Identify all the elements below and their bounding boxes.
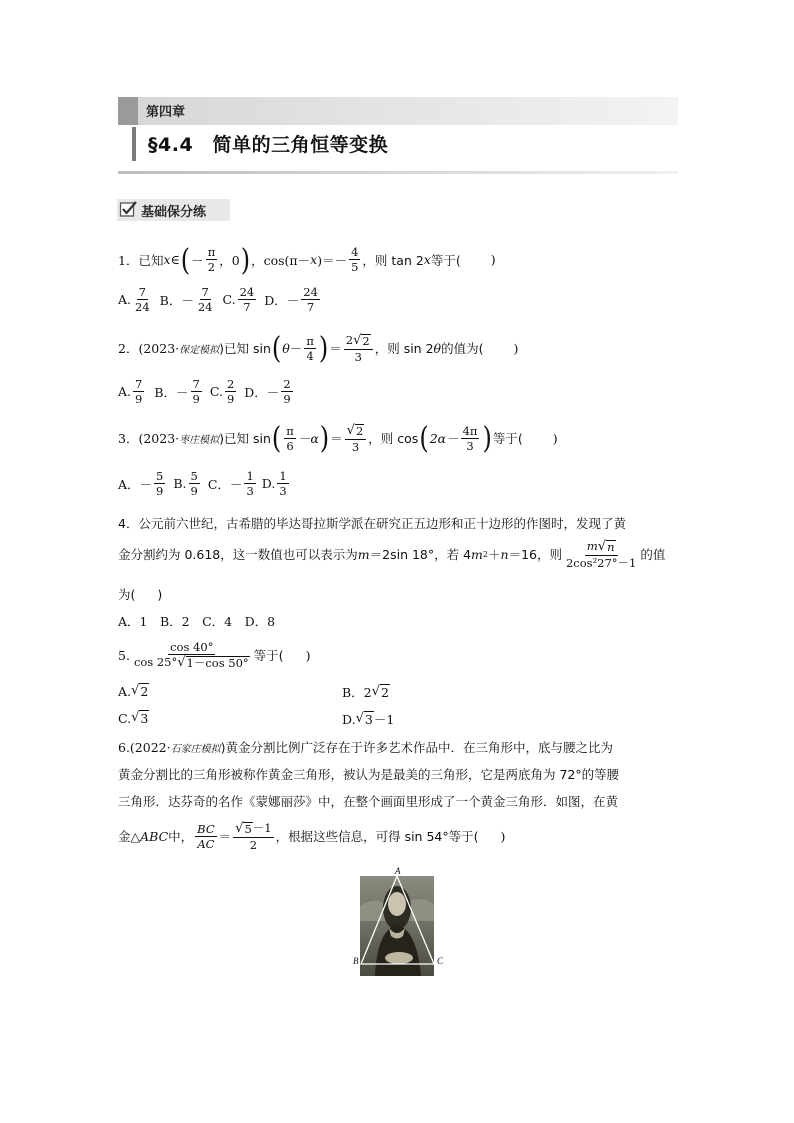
option-a: A．－ $\frac{5}{9}$: [118, 469, 164, 499]
question-1: 1． 已知 x ∈ ( － $\frac{\pi}{2}$ ，0 ) ，cos(π－ x )＝－ $\frac{4}{5}$ ，则 tan 2 x 等于( ): [118, 242, 496, 278]
mona-lisa-golden-triangle-figure: [355, 866, 450, 978]
option-b: B. $\frac{5}{9}$: [173, 469, 198, 499]
sqrt: √ 2: [346, 423, 364, 438]
question-3-options: [118, 470, 291, 497]
sqrt: √ 5: [235, 821, 252, 836]
chapter-accent-bar: [118, 97, 138, 125]
vertex-label-c: C: [437, 956, 444, 966]
sqrt: √ n: [597, 539, 615, 554]
question-5-option-d: D. √ 3 －1: [342, 711, 395, 727]
question-4-options: A．1 B．2 C．4 D．8: [118, 614, 276, 629]
question-2: 2．(2023· 保定模拟 )已知 sin ( θ － $\frac{\pi}{4}$ ) ＝ 2 √ 2 3 ，则 sin 2 θ 的值为( ): [118, 330, 519, 366]
face: [388, 892, 406, 916]
question-6-line-1: 6.(2022· 石家庄模拟 )黄金分割比例广泛存在于许多艺术作品中．在三角形中，底与腰之比为: [118, 739, 613, 755]
question-3: 3．(2023· 枣庄模拟 )已知 sin ( $\frac{\pi}{6}$ －α ) ＝ √ 2 3 ，则 cos ( 2α－ $\frac{4\pi}{3}$ ) 等于( ): [118, 420, 558, 456]
option-c: C. $\frac{2}{9}$: [209, 377, 235, 407]
chapter-label: 第四章: [146, 105, 186, 120]
option-d: D．－ $\frac{24}{7}$: [264, 285, 318, 315]
vertex-label-b: B: [353, 956, 359, 966]
right-paren: ): [240, 242, 251, 278]
practice-tag-label: 基础保分练: [141, 205, 207, 220]
option-c: C．－ $\frac{1}{3}$: [207, 469, 254, 499]
vertex-label-a: A: [395, 866, 401, 876]
option-a: A. $\frac{7}{24}$: [118, 285, 150, 315]
hands: [385, 952, 413, 964]
fraction: $\frac{4}{5}$: [351, 245, 359, 275]
left-paren: (: [180, 242, 191, 278]
chapter-band: [118, 97, 678, 125]
question-1-options: [118, 286, 322, 313]
section-title: §4.4 简单的三角恒等变换: [148, 134, 389, 156]
question-5-option-c: C. √ 3: [118, 710, 149, 726]
sqrt: √ 1－cos 50°: [177, 655, 249, 671]
header-divider: [118, 171, 678, 174]
question-6-line-3: 三角形．达芬奇的名作《蒙娜丽莎》中，在整个画面里形成了一个黄金三角形．如图，在黄: [118, 794, 619, 809]
question-6-line-2: 黄金分割比的三角形被称作黄金三角形，被认为是最美的三角形，它是两底角为 72°的等腰: [118, 767, 620, 782]
question-6-line-4: 金△ ABC 中， $\frac{BC}{AC}$ ＝ √ 5 －1 2 ，根据这些信息，可得 sin 54°等于( ): [118, 821, 506, 852]
question-5-option-a: A. √ 2: [118, 683, 149, 699]
question-5-option-b: B．2 √ 2: [342, 684, 389, 700]
question-5: 5. cos 40° cos 25° √ 1－cos 50° 等于( ): [118, 640, 311, 671]
checkbox-checked-icon: [119, 200, 137, 218]
title-accent-bar: [132, 127, 136, 161]
option-c: C. $\frac{24}{7}$: [222, 285, 255, 315]
option-a: A. $\frac{7}{9}$: [118, 377, 143, 407]
option-d: D. $\frac{1}{3}$: [261, 469, 287, 499]
option-b: B．－ $\frac{7}{9}$: [154, 377, 200, 407]
option-b: B．－ $\frac{7}{24}$: [159, 285, 213, 315]
fraction: $\frac{\pi}{2}$: [207, 245, 216, 275]
question-4-line-2: 金分割约为 0.618，这一数值也可以表示为 m ＝2sin 18°，若 4 m 2 ＋ n ＝16，则 m √ n 2cos²27°－1 的值: [118, 539, 666, 570]
question-4-line-3: 为( ): [118, 586, 163, 602]
option-d: D．－ $\frac{2}{9}$: [244, 377, 291, 407]
question-2-options: [118, 378, 295, 405]
question-4-line-1: 4．公元前六世纪，古希腊的毕达哥拉斯学派在研究正五边形和正十边形的作图时，发现了黄: [118, 516, 626, 531]
sqrt: √ 2: [353, 333, 370, 348]
